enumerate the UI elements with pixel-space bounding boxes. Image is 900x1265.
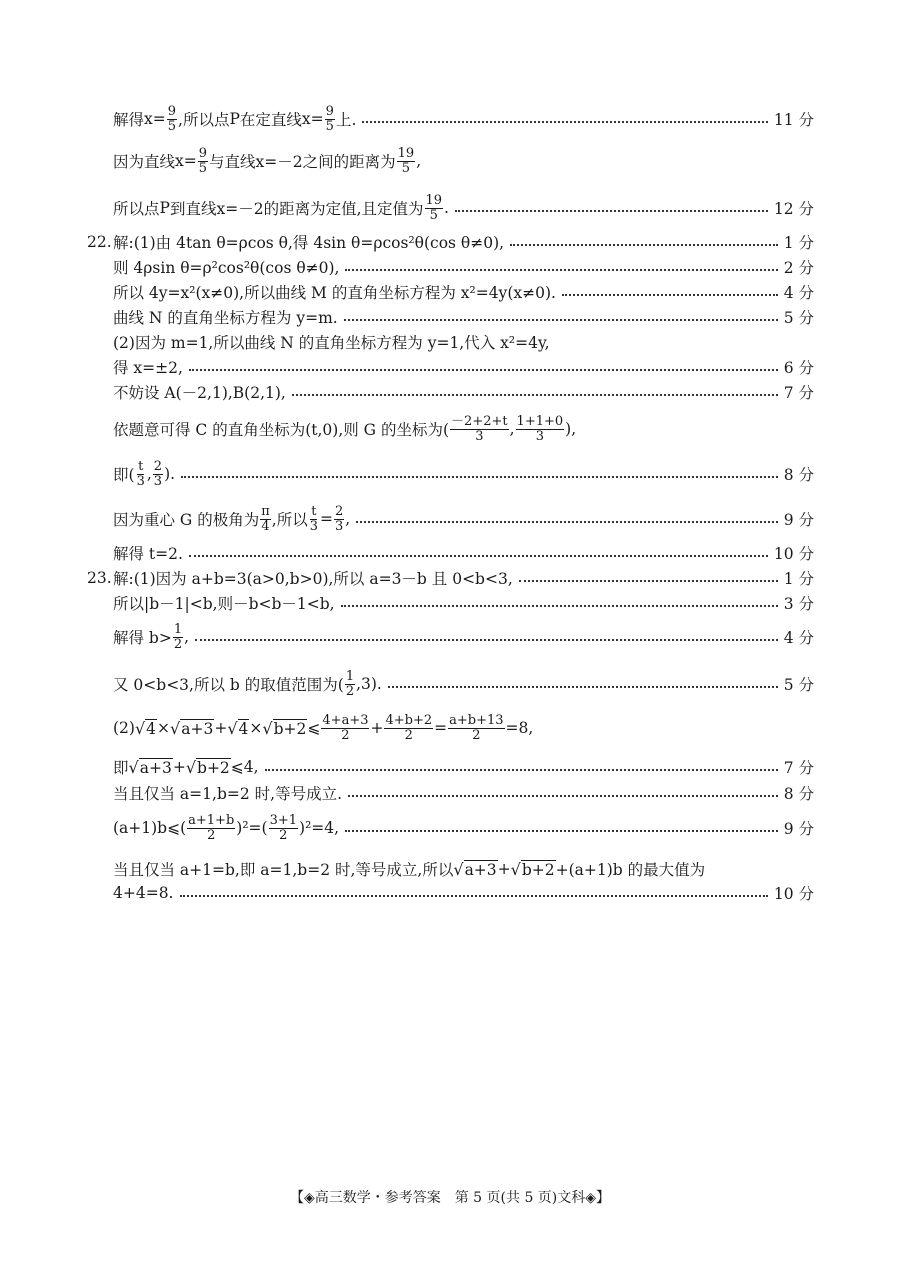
- text-run: 解:(1)因为 a+b=3(a>0,b>0),所以 a=3－b 且 0<b<3,: [113, 570, 513, 588]
- radicand: 4: [238, 719, 249, 738]
- text-run: x=: [175, 152, 197, 170]
- solution-line: [113, 412, 814, 446]
- denominator: 5: [401, 160, 411, 176]
- score: 7 分: [783, 384, 814, 402]
- square-root: [227, 719, 249, 738]
- denominator: 4: [261, 518, 270, 534]
- text-run: +: [497, 860, 511, 878]
- fraction: [384, 714, 433, 743]
- text-run: 到直线: [169, 200, 217, 218]
- text-run: 所以 4y=x²(x≠0),所以曲线 M 的直角坐标方程为 x²=4y(x≠0).: [113, 284, 556, 302]
- text-run: 因为直线: [113, 153, 176, 171]
- solution-line: [113, 457, 814, 491]
- denominator: 2: [341, 727, 350, 743]
- solution-line: [113, 307, 814, 327]
- radicand: a+3: [181, 719, 214, 738]
- dot-leader: [345, 269, 777, 271]
- line-content: [113, 356, 183, 378]
- score: 10 分: [773, 885, 814, 903]
- text-run: x=－2: [216, 200, 264, 218]
- numerator: 1: [345, 668, 355, 684]
- question-number: 23.: [87, 569, 112, 587]
- fraction: [425, 194, 444, 223]
- dot-leader: [356, 521, 777, 523]
- square-root: [135, 719, 157, 738]
- line-content: [113, 542, 183, 564]
- dot-leader: [195, 639, 778, 641]
- line-content: [113, 567, 513, 589]
- fraction: [269, 814, 298, 843]
- text-run: x=: [301, 110, 324, 128]
- score: 12 分: [773, 200, 814, 218]
- square-root: [186, 758, 231, 777]
- text-run: ⩽4,: [230, 758, 259, 776]
- denominator: 2: [279, 827, 288, 843]
- line-content: [113, 714, 533, 743]
- numerator: 9: [198, 145, 208, 161]
- text-run: ×: [157, 719, 171, 737]
- line-content: [113, 194, 449, 223]
- solution-line: [113, 193, 814, 223]
- square-root: [511, 860, 556, 879]
- line-content: [113, 623, 189, 652]
- line-content: [113, 256, 339, 278]
- numerator: 3+1: [269, 812, 298, 828]
- fraction: [334, 505, 344, 534]
- dot-leader: [362, 121, 767, 123]
- radical-sign-icon: √: [185, 757, 197, 777]
- square-root: [170, 719, 214, 738]
- question-number: 22.: [87, 233, 112, 251]
- denominator: 3: [153, 473, 163, 489]
- radicand: b+2: [521, 860, 555, 879]
- radical-sign-icon: √: [227, 718, 238, 738]
- score: 11 分: [773, 111, 814, 129]
- text-run: ,: [184, 628, 190, 646]
- dot-leader: [341, 605, 778, 607]
- fraction: [173, 623, 183, 652]
- numerator: t: [138, 458, 144, 474]
- dot-leader: [189, 369, 778, 371]
- line-content: [113, 858, 705, 880]
- numerator: 9: [325, 103, 334, 119]
- text-run: =8,: [505, 719, 534, 737]
- numerator: π: [261, 503, 270, 519]
- square-root: [453, 860, 497, 879]
- text-run: 解得: [113, 111, 145, 129]
- denominator: 3: [136, 473, 145, 489]
- text-run: )²=(: [236, 819, 268, 837]
- text-run: 解:(1)由 4tan θ=ρcos θ,得 4sin θ=ρcos²θ(cos θ≠0),: [113, 234, 505, 252]
- line-content: [113, 505, 350, 534]
- text-run: .: [444, 199, 449, 217]
- numerator: 4+a+3: [322, 712, 369, 728]
- text-run: +(a+1)b 的最大值为: [555, 861, 706, 879]
- text-run: ,所以点: [178, 111, 230, 129]
- text-run: 的距离为定值,且定值为: [263, 200, 424, 218]
- text-run: ,: [509, 420, 515, 438]
- numerator: －2+2+t: [451, 413, 508, 429]
- line-content: [113, 884, 174, 902]
- denominator: 2: [345, 683, 355, 699]
- text-run: 所以点: [113, 200, 160, 218]
- numerator: 1: [173, 621, 183, 637]
- radical-sign-icon: √: [510, 859, 521, 879]
- solution-line: [113, 856, 814, 882]
- text-run: x=－2: [255, 153, 303, 171]
- dot-leader: [292, 394, 778, 396]
- solution-line: [113, 282, 814, 302]
- text-run: ,: [416, 152, 422, 170]
- score: 7 分: [783, 759, 814, 777]
- numerator: 19: [397, 145, 415, 161]
- fraction: [198, 147, 208, 176]
- dot-leader: [388, 686, 778, 688]
- line-content: [113, 381, 286, 403]
- text-run: (a+1)b⩽(: [113, 819, 187, 837]
- score: 1 分: [783, 570, 814, 588]
- denominator: 3: [309, 518, 319, 534]
- text-run: =: [320, 510, 334, 528]
- line-content: [113, 814, 339, 843]
- square-root: [129, 758, 173, 777]
- score: 6 分: [783, 359, 814, 377]
- line-content: [113, 415, 576, 444]
- radicand: a+3: [464, 860, 497, 879]
- denominator: 3: [335, 518, 344, 534]
- solution-line: [113, 593, 814, 613]
- solution-line: [113, 755, 814, 779]
- score: 9 分: [783, 820, 814, 838]
- solution-line: [113, 711, 814, 745]
- numerator: a+1+b: [188, 812, 235, 828]
- score: 5 分: [783, 309, 814, 327]
- text-run: ,3).: [356, 675, 382, 693]
- solution-line: [113, 257, 814, 277]
- numerator: 1+1+0: [516, 413, 564, 429]
- text-run: ,所以: [271, 511, 308, 529]
- text-run: P: [229, 110, 240, 128]
- text-run: +: [214, 719, 228, 737]
- fraction: [260, 505, 271, 534]
- solution-line: [113, 332, 814, 352]
- numerator: a+b+13: [449, 712, 504, 728]
- line-content: [113, 105, 356, 134]
- text-run: 与直线: [209, 153, 256, 171]
- solution-line: [113, 667, 814, 701]
- fraction: [187, 814, 235, 843]
- solution-line: [113, 382, 814, 402]
- solution-line: [113, 104, 814, 134]
- radical-sign-icon: √: [170, 718, 181, 738]
- score: 10 分: [773, 545, 814, 563]
- text-run: =: [434, 719, 448, 737]
- score: 2 分: [783, 259, 814, 277]
- dot-leader: [265, 769, 778, 771]
- text-run: 得 x=±2,: [113, 359, 183, 377]
- fraction: [167, 105, 177, 134]
- fraction: [516, 415, 565, 444]
- line-content: [113, 331, 550, 353]
- line-content: [113, 460, 175, 489]
- solution-line: [113, 620, 814, 654]
- text-run: 在定直线: [239, 111, 302, 129]
- solution-line: [113, 357, 814, 377]
- text-run: 当且仅当 a=1,b=2 时,等号成立.: [113, 785, 342, 803]
- text-run: P: [159, 199, 170, 217]
- dot-leader: [181, 476, 778, 478]
- score: 3 分: [783, 595, 814, 613]
- line-content: [113, 147, 421, 176]
- text-run: (2): [113, 719, 135, 737]
- text-run: 之间的距离为: [302, 153, 396, 171]
- dot-leader: [562, 294, 778, 296]
- text-run: 又 0<b<3,所以 b 的取值范围为(: [113, 676, 344, 694]
- text-run: ).: [164, 465, 176, 483]
- fraction: [397, 147, 416, 176]
- question-23-start: [87, 568, 814, 588]
- text-run: )²=4,: [299, 819, 340, 837]
- text-run: 因为重心 G 的极角为: [113, 511, 260, 529]
- fraction: [345, 670, 355, 699]
- text-run: 解得 t=2.: [113, 545, 183, 563]
- line-content: [113, 670, 382, 699]
- text-run: 当且仅当 a+1=b,即 a=1,b=2 时,等号成立,所以: [113, 861, 454, 879]
- score: 5 分: [783, 676, 814, 694]
- score: 4 分: [783, 629, 814, 647]
- numerator: t: [311, 503, 317, 519]
- text-run: 解得 b>: [113, 629, 172, 647]
- denominator: 3: [535, 428, 544, 444]
- text-run: 依题意可得 C 的直角坐标为(t,0),则 G 的坐标为(: [113, 421, 450, 439]
- radical-sign-icon: √: [128, 757, 139, 777]
- denominator: 5: [429, 207, 438, 223]
- radicand: a+3: [139, 758, 172, 777]
- line-content: [113, 782, 342, 804]
- line-content: [113, 756, 259, 778]
- score: 9 分: [783, 511, 814, 529]
- question-22-start: [87, 232, 814, 252]
- solution-line: [113, 502, 814, 536]
- dot-leader: [455, 210, 768, 212]
- numerator: 9: [167, 103, 177, 119]
- line-content: [113, 281, 556, 303]
- dot-leader: [180, 895, 768, 897]
- dot-leader: [189, 555, 768, 557]
- text-run: ),: [565, 420, 577, 438]
- line-content: [113, 231, 504, 253]
- text-run: 不妨设 A(－2,1),B(2,1),: [113, 384, 286, 402]
- denominator: 5: [198, 160, 208, 176]
- numerator: 2: [335, 503, 344, 519]
- denominator: 5: [325, 118, 334, 134]
- fraction: [325, 105, 335, 134]
- page-footer: 【◈高三数学・参考答案 第 5 页(共 5 页)文科◈】: [289, 1190, 611, 1206]
- text-run: +: [370, 719, 384, 737]
- denominator: 2: [404, 727, 413, 743]
- text-run: 所以|b－1|<b,则－b<b－1<b,: [113, 595, 335, 613]
- solution-line: [113, 543, 814, 563]
- radicand: 4: [146, 719, 157, 738]
- radical-sign-icon: √: [134, 718, 146, 738]
- score: 4 分: [783, 284, 814, 302]
- line-content: [113, 592, 335, 614]
- text-run: 4+4=8.: [113, 884, 174, 902]
- fraction: [153, 460, 163, 489]
- line-content: [113, 306, 338, 328]
- denominator: 2: [472, 727, 481, 743]
- solution-line: [113, 146, 814, 176]
- text-run: 则 4ρsin θ=ρ²cos²θ(cos θ≠0),: [113, 259, 340, 277]
- dot-leader: [510, 244, 778, 246]
- text-run: x=: [144, 110, 166, 128]
- text-run: 即(: [113, 466, 135, 484]
- solution-line: [113, 783, 814, 803]
- radical-sign-icon: √: [453, 859, 464, 879]
- numerator: 4+b+2: [385, 712, 433, 728]
- score: 1 分: [783, 234, 814, 252]
- fraction: [309, 505, 319, 534]
- text-run: 曲线 N 的直角坐标方程为 y=m.: [113, 309, 338, 327]
- denominator: 2: [207, 827, 216, 843]
- text-run: ×: [249, 719, 263, 737]
- numerator: 2: [153, 458, 163, 474]
- text-run: ⩽: [307, 719, 321, 737]
- numerator: 19: [425, 192, 443, 208]
- dot-leader: [344, 319, 778, 321]
- text-run: ,: [146, 465, 152, 483]
- radical-sign-icon: √: [262, 718, 273, 738]
- fraction: [136, 460, 146, 489]
- denominator: 3: [475, 428, 484, 444]
- fraction: [321, 714, 369, 743]
- denominator: 5: [167, 118, 177, 134]
- solution-line: [113, 811, 814, 845]
- solution-line: [113, 883, 814, 903]
- text-run: +: [172, 758, 186, 776]
- dot-leader: [345, 830, 778, 832]
- score: 8 分: [783, 466, 814, 484]
- score: 8 分: [783, 785, 814, 803]
- text-run: ,: [345, 510, 351, 528]
- radicand: b+2: [197, 758, 230, 777]
- text-run: 即: [113, 759, 129, 777]
- text-run: (2)因为 m=1,所以曲线 N 的直角坐标方程为 y=1,代入 x²=4y,: [113, 334, 550, 352]
- fraction: [450, 415, 509, 444]
- square-root: [262, 719, 307, 738]
- dot-leader: [519, 580, 778, 582]
- denominator: 2: [173, 636, 183, 652]
- radicand: b+2: [273, 719, 307, 738]
- text-run: 上.: [335, 111, 357, 129]
- dot-leader: [348, 795, 778, 797]
- fraction: [448, 714, 504, 743]
